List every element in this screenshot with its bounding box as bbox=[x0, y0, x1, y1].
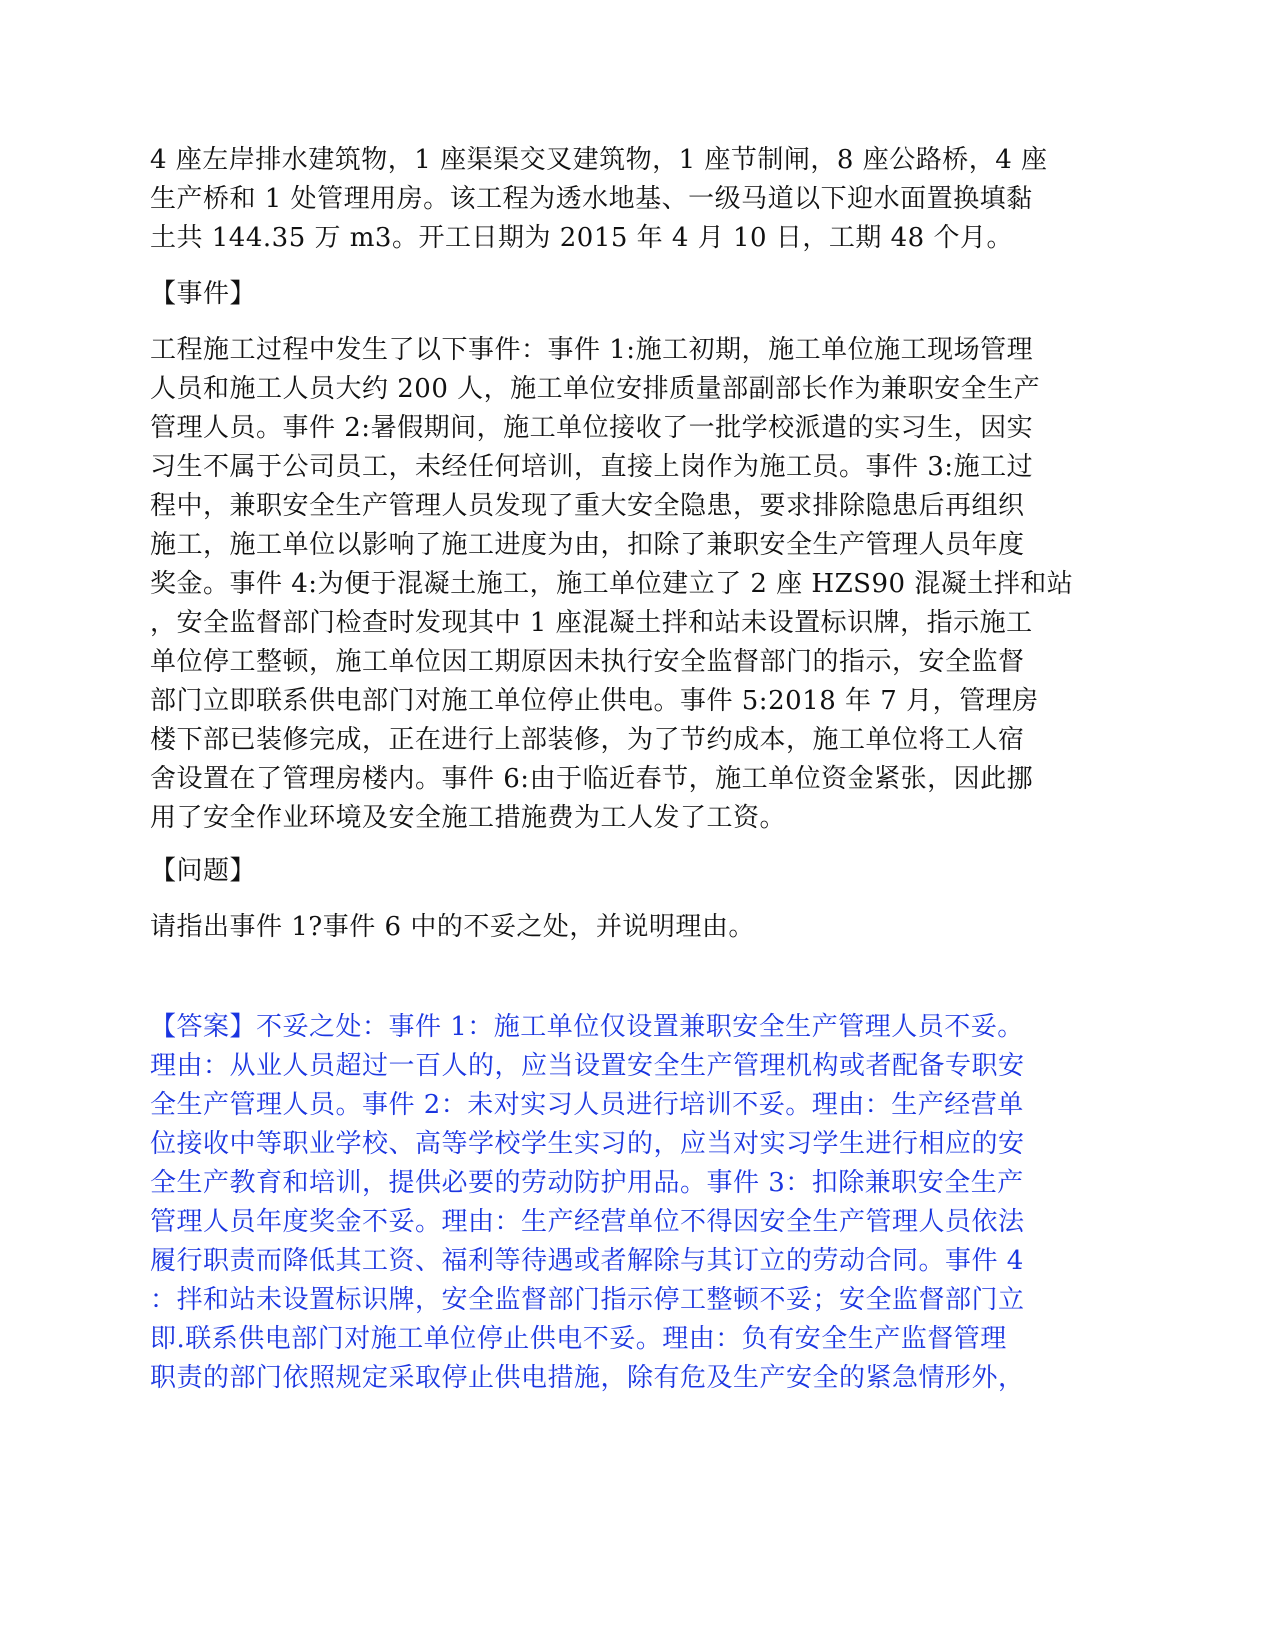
events-line: 习生不属于公司员工，未经任何培训，直接上岗作为施工员。事件 3:施工过 bbox=[150, 452, 1034, 482]
answer-line: 【答案】不妥之处：事件 1：施工单位仅设置兼职安全生产管理人员不妥。 bbox=[150, 1012, 1024, 1042]
events-line: 用了安全作业环境及安全施工措施费为工人发了工资。 bbox=[150, 803, 787, 833]
events-line: 楼下部已装修完成，正在进行上部装修，为了节约成本，施工单位将工人宿 bbox=[150, 725, 1025, 755]
events-heading: 【事件】 bbox=[150, 279, 257, 309]
answer-line: 管理人员年度奖金不妥。理由：生产经营单位不得因安全生产管理人员依法 bbox=[150, 1207, 1025, 1237]
answer-line: ：拌和站未设置标识牌，安全监督部门指示停工整顿不妥；安全监督部门立 bbox=[150, 1285, 1025, 1315]
question-heading: 【问题】 bbox=[150, 856, 257, 886]
answer-line: 即.联系供电部门对施工单位停止供电不妥。理由：负有安全生产监督管理 bbox=[150, 1324, 1007, 1354]
events-line: 施工，施工单位以影响了施工进度为由，扣除了兼职安全生产管理人员年度 bbox=[150, 530, 1025, 560]
events-line: 管理人员。事件 2:暑假期间，施工单位接收了一批学校派遣的实习生，因实 bbox=[150, 413, 1034, 443]
events-line: 程中，兼职安全生产管理人员发现了重大安全隐患，要求排除隐患后再组织 bbox=[150, 491, 1025, 521]
events-line: 舍设置在了管理房楼内。事件 6:由于临近春节，施工单位资金紧张，因此挪 bbox=[150, 764, 1034, 794]
events-line: 单位停工整顿，施工单位因工期原因未执行安全监督部门的指示，安全监督 bbox=[150, 647, 1025, 677]
events-line: 人员和施工人员大约 200 人，施工单位安排质量部副部长作为兼职安全生产 bbox=[150, 374, 1041, 404]
events-line: ，安全监督部门检查时发现其中 1 座混凝土拌和站未设置标识牌，指示施工 bbox=[150, 608, 1033, 638]
answer-line: 履行职责而降低其工资、福利等待遇或者解除与其订立的劳动合同。事件 4 bbox=[150, 1246, 1024, 1276]
answer-line: 全生产管理人员。事件 2：未对实习人员进行培训不妥。理由：生产经营单 bbox=[150, 1090, 1024, 1120]
answer-line: 位接收中等职业学校、高等学校学生实习的，应当对实习学生进行相应的安 bbox=[150, 1129, 1025, 1159]
events-line: 奖金。事件 4:为便于混凝土施工，施工单位建立了 2 座 HZS90 混凝土拌和站 bbox=[150, 569, 1074, 599]
intro-line: 生产桥和 1 处管理用房。该工程为透水地基、一级马道以下迎水面置换填黏 bbox=[150, 184, 1033, 214]
question-line: 请指出事件 1?事件 6 中的不妥之处，并说明理由。 bbox=[150, 912, 755, 942]
events-line: 部门立即联系供电部门对施工单位停止供电。事件 5:2018 年 7 月，管理房 bbox=[150, 686, 1039, 716]
answer-line: 全生产教育和培训，提供必要的劳动防护用品。事件 3：扣除兼职安全生产 bbox=[150, 1168, 1024, 1198]
events-line: 工程施工过程中发生了以下事件：事件 1:施工初期，施工单位施工现场管理 bbox=[150, 335, 1034, 365]
intro-line: 4 座左岸排水建筑物，1 座渠渠交叉建筑物，1 座节制闸，8 座公路桥，4 座 bbox=[150, 145, 1048, 175]
answer-line: 理由：从业人员超过一百人的，应当设置安全生产管理机构或者配备专职安 bbox=[150, 1051, 1025, 1081]
answer-line: 职责的部门依照规定采取停止供电措施，除有危及生产安全的紧急情形外， bbox=[150, 1363, 1025, 1393]
intro-line: 土共 144.35 万 m3。开工日期为 2015 年 4 月 10 日，工期 48 个月。 bbox=[150, 223, 1013, 253]
